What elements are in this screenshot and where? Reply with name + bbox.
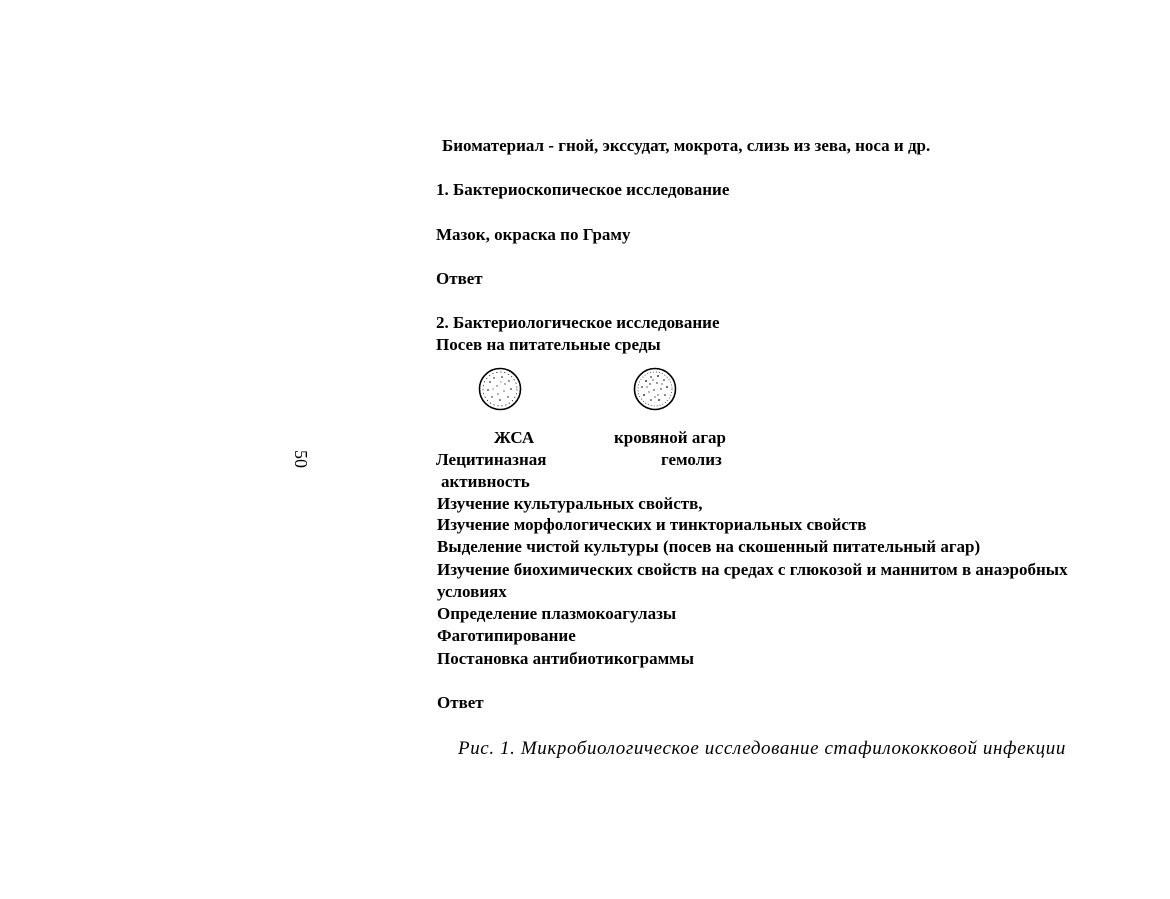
step1-title: 1. Бактериоскопическое исследование	[436, 180, 730, 199]
petri-dish-icon-blood-agar	[633, 367, 677, 411]
medium-property-zhsa: Лецитиназная	[436, 450, 547, 469]
answer2-text: Ответ	[437, 693, 484, 712]
inoculation-text: Посев на питательные среды	[436, 335, 661, 354]
step-antibiogram: Постановка антибиотикограммы	[437, 649, 695, 668]
page-number: 50	[291, 450, 311, 468]
step2-title: 2. Бактериологическое исследование	[436, 313, 720, 332]
step-morphological: Изучение морфологических и тинкториальных свойств	[437, 515, 867, 534]
medium-name-blood-agar: кровяной агар	[614, 428, 726, 447]
figure-caption: Рис. 1. Микробиологическое исследование стафилококковой инфекции	[458, 738, 1066, 759]
medium-property-blood-agar: гемолиз	[661, 450, 722, 469]
medium-property-zhsa-line2: активность	[441, 472, 530, 491]
step-biochemical: Изучение биохимических свойств на средах с глюкозой и маннитом в анаэробных	[437, 560, 1068, 579]
step-pure-culture: Выделение чистой культуры (посев на скошенный питательный агар)	[437, 537, 981, 556]
medium-name-zhsa: ЖСА	[494, 428, 535, 447]
step-biochemical-cont: условиях	[437, 582, 507, 601]
step-phage-typing: Фаготипирование	[437, 626, 576, 645]
smear-text: Мазок, окраска по Граму	[436, 225, 631, 244]
biomaterial-text: Биоматериал - гной, экссудат, мокрота, слизь из зева, носа и др.	[442, 136, 931, 155]
step-plasmocoagulase: Определение плазмокоагулазы	[437, 604, 677, 623]
step-cultural: Изучение культуральных свойств,	[437, 494, 703, 513]
answer1-text: Ответ	[436, 269, 483, 288]
petri-dish-icon-zhsa	[478, 367, 522, 411]
